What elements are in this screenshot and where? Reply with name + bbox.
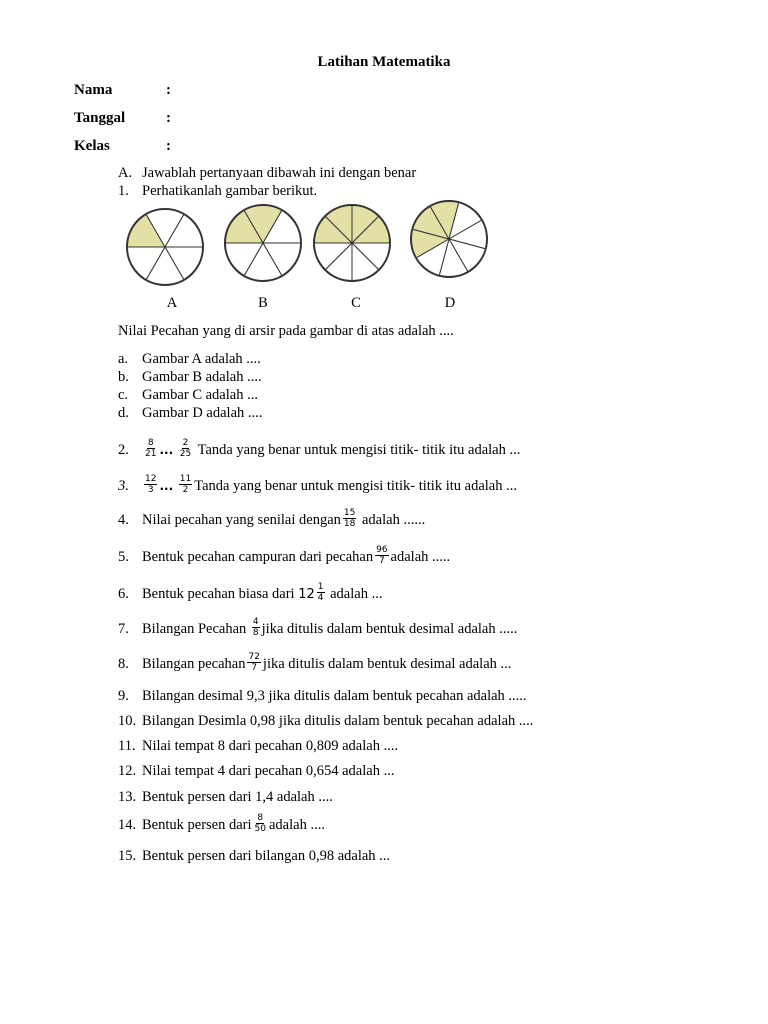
field-label-nama: Nama [74, 82, 113, 98]
denominator: 3 [147, 485, 154, 495]
question-2 [118, 440, 520, 461]
mixed-number-whole: 12 [298, 586, 315, 602]
figure-label-c: C [351, 295, 361, 311]
pie-chart-c [311, 202, 393, 284]
subitem-letter: d. [118, 405, 129, 421]
question-text-post: jika ditulis dalam bentuk desimal adalah ..... [261, 620, 518, 637]
denominator: 18 [343, 519, 356, 529]
question-text: Tanda yang benar untuk mengisi titik- titik itu adalah ... [194, 477, 517, 494]
denominator: 7 [251, 663, 258, 673]
question-6 [118, 584, 382, 605]
denominator: 2 [182, 485, 189, 495]
question-4 [118, 510, 425, 531]
question-text: Bentuk persen dari 1,4 adalah .... [142, 789, 333, 805]
question-number: 2. [118, 441, 129, 458]
question-text-pre: Bilangan pecahan [142, 655, 246, 672]
subitem-text: Gambar B adalah .... [142, 369, 262, 385]
question-text-post: adalah ... [326, 585, 383, 602]
section-text: Jawablah pertanyaan dibawah ini dengan benar [142, 165, 417, 181]
question-text-post: jika ditulis dalam bentuk desimal adalah ... [262, 655, 512, 672]
question-number: 6. [118, 585, 129, 602]
fraction [144, 474, 157, 495]
question-text: Bilangan Desimla 0,98 jika ditulis dalam bentuk pecahan adalah .... [142, 713, 534, 729]
fraction [179, 474, 192, 495]
subitem-letter: a. [118, 351, 129, 367]
fraction [144, 438, 157, 459]
question-number: 12. [118, 763, 137, 779]
question-12 [118, 763, 394, 780]
question-number: 8. [118, 655, 129, 672]
denominator: 4 [317, 593, 324, 603]
question-text-post: adalah .... [268, 816, 325, 833]
subitem-text: Gambar A adalah .... [142, 351, 261, 367]
question-9 [118, 688, 527, 705]
question-text: Perhatikanlah gambar berikut. [142, 183, 318, 199]
section-letter: A. [118, 165, 133, 181]
question-5 [118, 547, 450, 568]
fraction [179, 438, 192, 459]
denominator: 8 [252, 628, 259, 638]
question-text-pre: Bentuk pecahan campuran dari pecahan [142, 548, 374, 565]
subitem-letter: c. [118, 387, 129, 403]
numerator: 11 [179, 474, 192, 484]
question-number: 10. [118, 713, 137, 729]
question-1-prompt [118, 183, 317, 200]
question-text-post: adalah ...... [358, 511, 426, 528]
numerator: 8 [257, 813, 264, 823]
numerator: 4 [252, 617, 259, 627]
question-10 [118, 713, 533, 730]
question-1-text: Nilai Pecahan yang di arsir pada gambar di atas adalah .... [118, 323, 454, 339]
fraction [247, 652, 260, 673]
numerator: 96 [376, 545, 388, 555]
question-text: Nilai tempat 8 dari pecahan 0,809 adalah .... [142, 738, 399, 754]
subitem-a [118, 351, 261, 368]
denominator: 21 [145, 449, 157, 459]
question-15 [118, 848, 390, 865]
numerator: 12 [145, 474, 157, 484]
subitem-d [118, 405, 262, 422]
comparison-blank: ... [159, 442, 174, 457]
question-text-pre: Bentuk persen dari [142, 816, 252, 833]
question-text: Bilangan desimal 9,3 jika ditulis dalam bentuk pecahan adalah ..... [142, 688, 527, 704]
numerator: 1 [317, 582, 324, 592]
denominator: 50 [254, 824, 266, 834]
page-title: Latihan Matematika [317, 54, 451, 70]
field-label-tanggal: Tanggal [74, 110, 126, 126]
field-colon-nama: : [166, 82, 171, 98]
numerator: 8 [147, 438, 154, 448]
question-text: Bentuk persen dari bilangan 0,98 adalah ... [142, 848, 391, 864]
question-number: 11. [118, 738, 136, 754]
field-label-kelas: Kelas [74, 138, 110, 154]
question-number: 9. [118, 688, 129, 704]
figure-label-b: B [258, 295, 268, 311]
question-text-post: adalah ..... [390, 548, 451, 565]
numerator: 15 [343, 508, 356, 518]
subitem-b [118, 369, 262, 386]
subitem-c [118, 387, 258, 404]
section-instruction [118, 165, 416, 182]
question-number: 14. [118, 816, 137, 833]
subitem-text: Gambar D adalah .... [142, 405, 263, 421]
comparison-blank: ... [159, 478, 174, 493]
question-text-pre: Bilangan Pecahan [142, 620, 250, 637]
question-3 [118, 476, 517, 497]
question-7 [118, 619, 517, 640]
numerator: 72 [248, 652, 260, 662]
question-14 [118, 815, 325, 836]
field-colon-kelas: : [166, 138, 171, 154]
question-number: 7. [118, 620, 129, 637]
question-number: 4. [118, 511, 129, 528]
pie-chart-b [222, 202, 304, 284]
question-number: 1. [118, 183, 129, 199]
question-number: 5. [118, 548, 129, 565]
denominator: 7 [378, 556, 385, 566]
question-text: Nilai tempat 4 dari pecahan 0,654 adalah ... [142, 763, 395, 779]
question-text-pre: Nilai pecahan yang senilai dengan [142, 511, 341, 528]
subitem-letter: b. [118, 369, 129, 385]
question-text: Tanda yang benar untuk mengisi titik- titik itu adalah ... [197, 441, 521, 458]
fraction [343, 508, 356, 529]
field-colon-tanggal: : [166, 110, 171, 126]
numerator: 2 [182, 438, 189, 448]
question-11 [118, 738, 398, 755]
question-8 [118, 654, 511, 675]
question-number: 13. [118, 789, 137, 805]
figure-label-d: D [444, 295, 456, 311]
fraction [317, 582, 325, 603]
subitem-text: Gambar C adalah ... [142, 387, 258, 403]
denominator: 25 [179, 449, 192, 459]
fraction [252, 617, 260, 638]
pie-chart-d [408, 198, 490, 280]
question-13 [118, 789, 333, 806]
pie-chart-a [124, 206, 206, 288]
question-number: 3. [118, 477, 129, 494]
fraction [375, 545, 388, 566]
question-number: 15. [118, 848, 137, 864]
fraction [254, 813, 267, 834]
figure-label-a: A [166, 295, 178, 311]
question-text-pre: Bentuk pecahan biasa dari [142, 585, 295, 602]
